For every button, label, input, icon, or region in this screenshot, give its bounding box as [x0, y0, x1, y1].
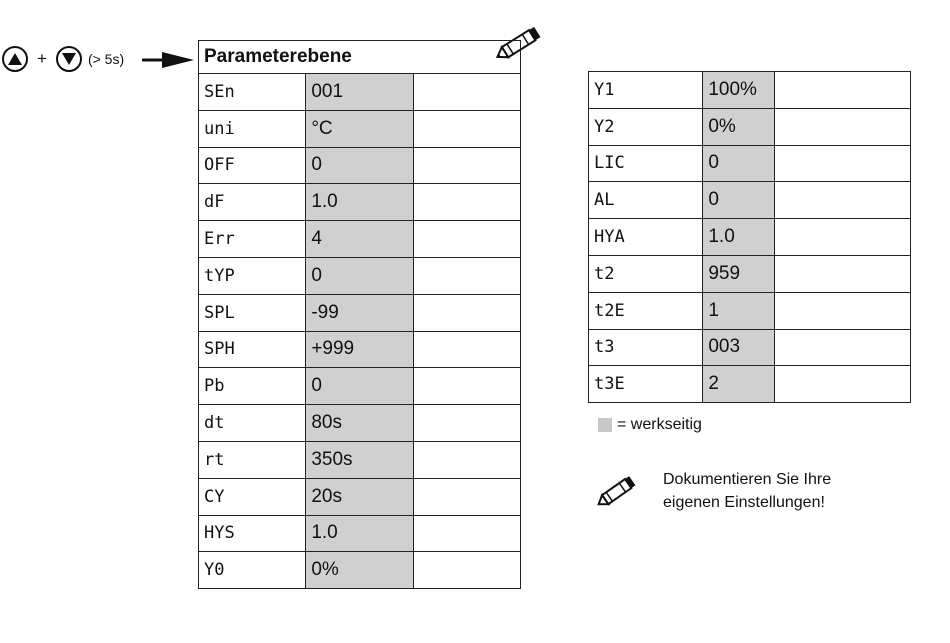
factory-value: +999	[306, 331, 413, 368]
user-setting-cell[interactable]	[774, 255, 910, 292]
hold-duration: (> 5s)	[87, 51, 125, 67]
parameter-code: SPH	[199, 331, 306, 368]
documentation-note	[663, 468, 831, 514]
legend-label: = werkseitig	[617, 416, 702, 433]
factory-value: -99	[306, 294, 413, 331]
parameter-code: Y0	[199, 552, 306, 589]
factory-value: 1.0	[306, 515, 413, 552]
factory-value: °C	[306, 110, 413, 147]
user-setting-cell[interactable]	[774, 145, 910, 182]
plus-sign: +	[37, 49, 47, 68]
table-row	[199, 110, 521, 147]
factory-value: 350s	[306, 441, 413, 478]
table-row	[199, 184, 521, 221]
table-row	[199, 147, 521, 184]
user-setting-cell[interactable]	[413, 74, 520, 111]
parameter-code: dF	[199, 184, 306, 221]
user-setting-cell[interactable]	[774, 72, 910, 109]
pencil-icon	[594, 472, 640, 512]
factory-value: 1	[703, 292, 774, 329]
factory-value: 0%	[306, 552, 413, 589]
parameter-code: Pb	[199, 368, 306, 405]
parameter-code: t3	[589, 329, 703, 366]
factory-value: 100%	[703, 72, 774, 109]
factory-value: 0	[703, 182, 774, 219]
table-row	[199, 515, 521, 552]
user-setting-cell[interactable]	[413, 110, 520, 147]
arrow-right-icon	[142, 50, 194, 70]
table-row	[199, 257, 521, 294]
user-setting-cell[interactable]	[774, 108, 910, 145]
factory-value: 0	[306, 257, 413, 294]
parameter-code: SPL	[199, 294, 306, 331]
table-title: Parameterebene	[199, 41, 521, 74]
table-row	[589, 219, 911, 256]
up-triangle-icon	[2, 46, 28, 72]
parameter-code: Y1	[589, 72, 703, 109]
parameter-code: CY	[199, 478, 306, 515]
factory-value: 0	[306, 368, 413, 405]
user-setting-cell[interactable]	[774, 182, 910, 219]
factory-value: 80s	[306, 405, 413, 442]
parameter-code: uni	[199, 110, 306, 147]
table-row	[199, 331, 521, 368]
parameter-table-right	[588, 71, 911, 403]
table-row	[589, 255, 911, 292]
user-setting-cell[interactable]	[413, 184, 520, 221]
parameter-code: rt	[199, 441, 306, 478]
user-setting-cell[interactable]	[413, 405, 520, 442]
factory-value: 0	[703, 145, 774, 182]
factory-value: 959	[703, 255, 774, 292]
user-setting-cell[interactable]	[413, 368, 520, 405]
table-row	[199, 294, 521, 331]
user-setting-cell[interactable]	[413, 147, 520, 184]
table-row	[589, 72, 911, 109]
table-row	[199, 405, 521, 442]
factory-value: 003	[703, 329, 774, 366]
user-setting-cell[interactable]	[774, 329, 910, 366]
factory-value: 4	[306, 221, 413, 258]
note-line: eigenen Einstellungen!	[663, 494, 825, 511]
factory-value: 001	[306, 74, 413, 111]
factory-value: 1.0	[703, 219, 774, 256]
factory-value: 2	[703, 366, 774, 403]
user-setting-cell[interactable]	[413, 515, 520, 552]
table-row	[199, 74, 521, 111]
parameter-code: t3E	[589, 366, 703, 403]
parameter-code: SEn	[199, 74, 306, 111]
table-row	[589, 108, 911, 145]
factory-value: 0	[306, 147, 413, 184]
user-setting-cell[interactable]	[413, 441, 520, 478]
parameter-code: dt	[199, 405, 306, 442]
user-setting-cell[interactable]	[774, 292, 910, 329]
factory-value: 1.0	[306, 184, 413, 221]
user-setting-cell[interactable]	[774, 219, 910, 256]
table-row	[589, 145, 911, 182]
user-setting-cell[interactable]	[413, 221, 520, 258]
table-row	[199, 478, 521, 515]
user-setting-cell[interactable]	[413, 257, 520, 294]
parameter-code: HYS	[199, 515, 306, 552]
parameter-table-left	[198, 40, 521, 589]
table-row	[589, 329, 911, 366]
user-setting-cell[interactable]	[413, 294, 520, 331]
table-row	[589, 182, 911, 219]
table-row	[199, 221, 521, 258]
parameter-code: Y2	[589, 108, 703, 145]
parameter-code: Err	[199, 221, 306, 258]
factory-value: 20s	[306, 478, 413, 515]
parameter-code: AL	[589, 182, 703, 219]
user-setting-cell[interactable]	[413, 478, 520, 515]
down-triangle-icon	[56, 46, 82, 72]
table-row	[589, 366, 911, 403]
table-row	[199, 441, 521, 478]
parameter-code: HYA	[589, 219, 703, 256]
table-row	[589, 292, 911, 329]
parameter-code: OFF	[199, 147, 306, 184]
note-line: Dokumentieren Sie Ihre	[663, 471, 832, 488]
table-row	[199, 552, 521, 589]
parameter-code: t2	[589, 255, 703, 292]
user-setting-cell[interactable]	[413, 331, 520, 368]
parameter-code: t2E	[589, 292, 703, 329]
legend	[598, 416, 702, 434]
factory-default-swatch	[598, 418, 612, 432]
user-setting-cell[interactable]	[413, 552, 520, 589]
table-row	[199, 368, 521, 405]
factory-value: 0%	[703, 108, 774, 145]
parameter-code: tYP	[199, 257, 306, 294]
parameter-code: LIC	[589, 145, 703, 182]
key-combination	[2, 41, 124, 77]
user-setting-cell[interactable]	[774, 366, 910, 403]
